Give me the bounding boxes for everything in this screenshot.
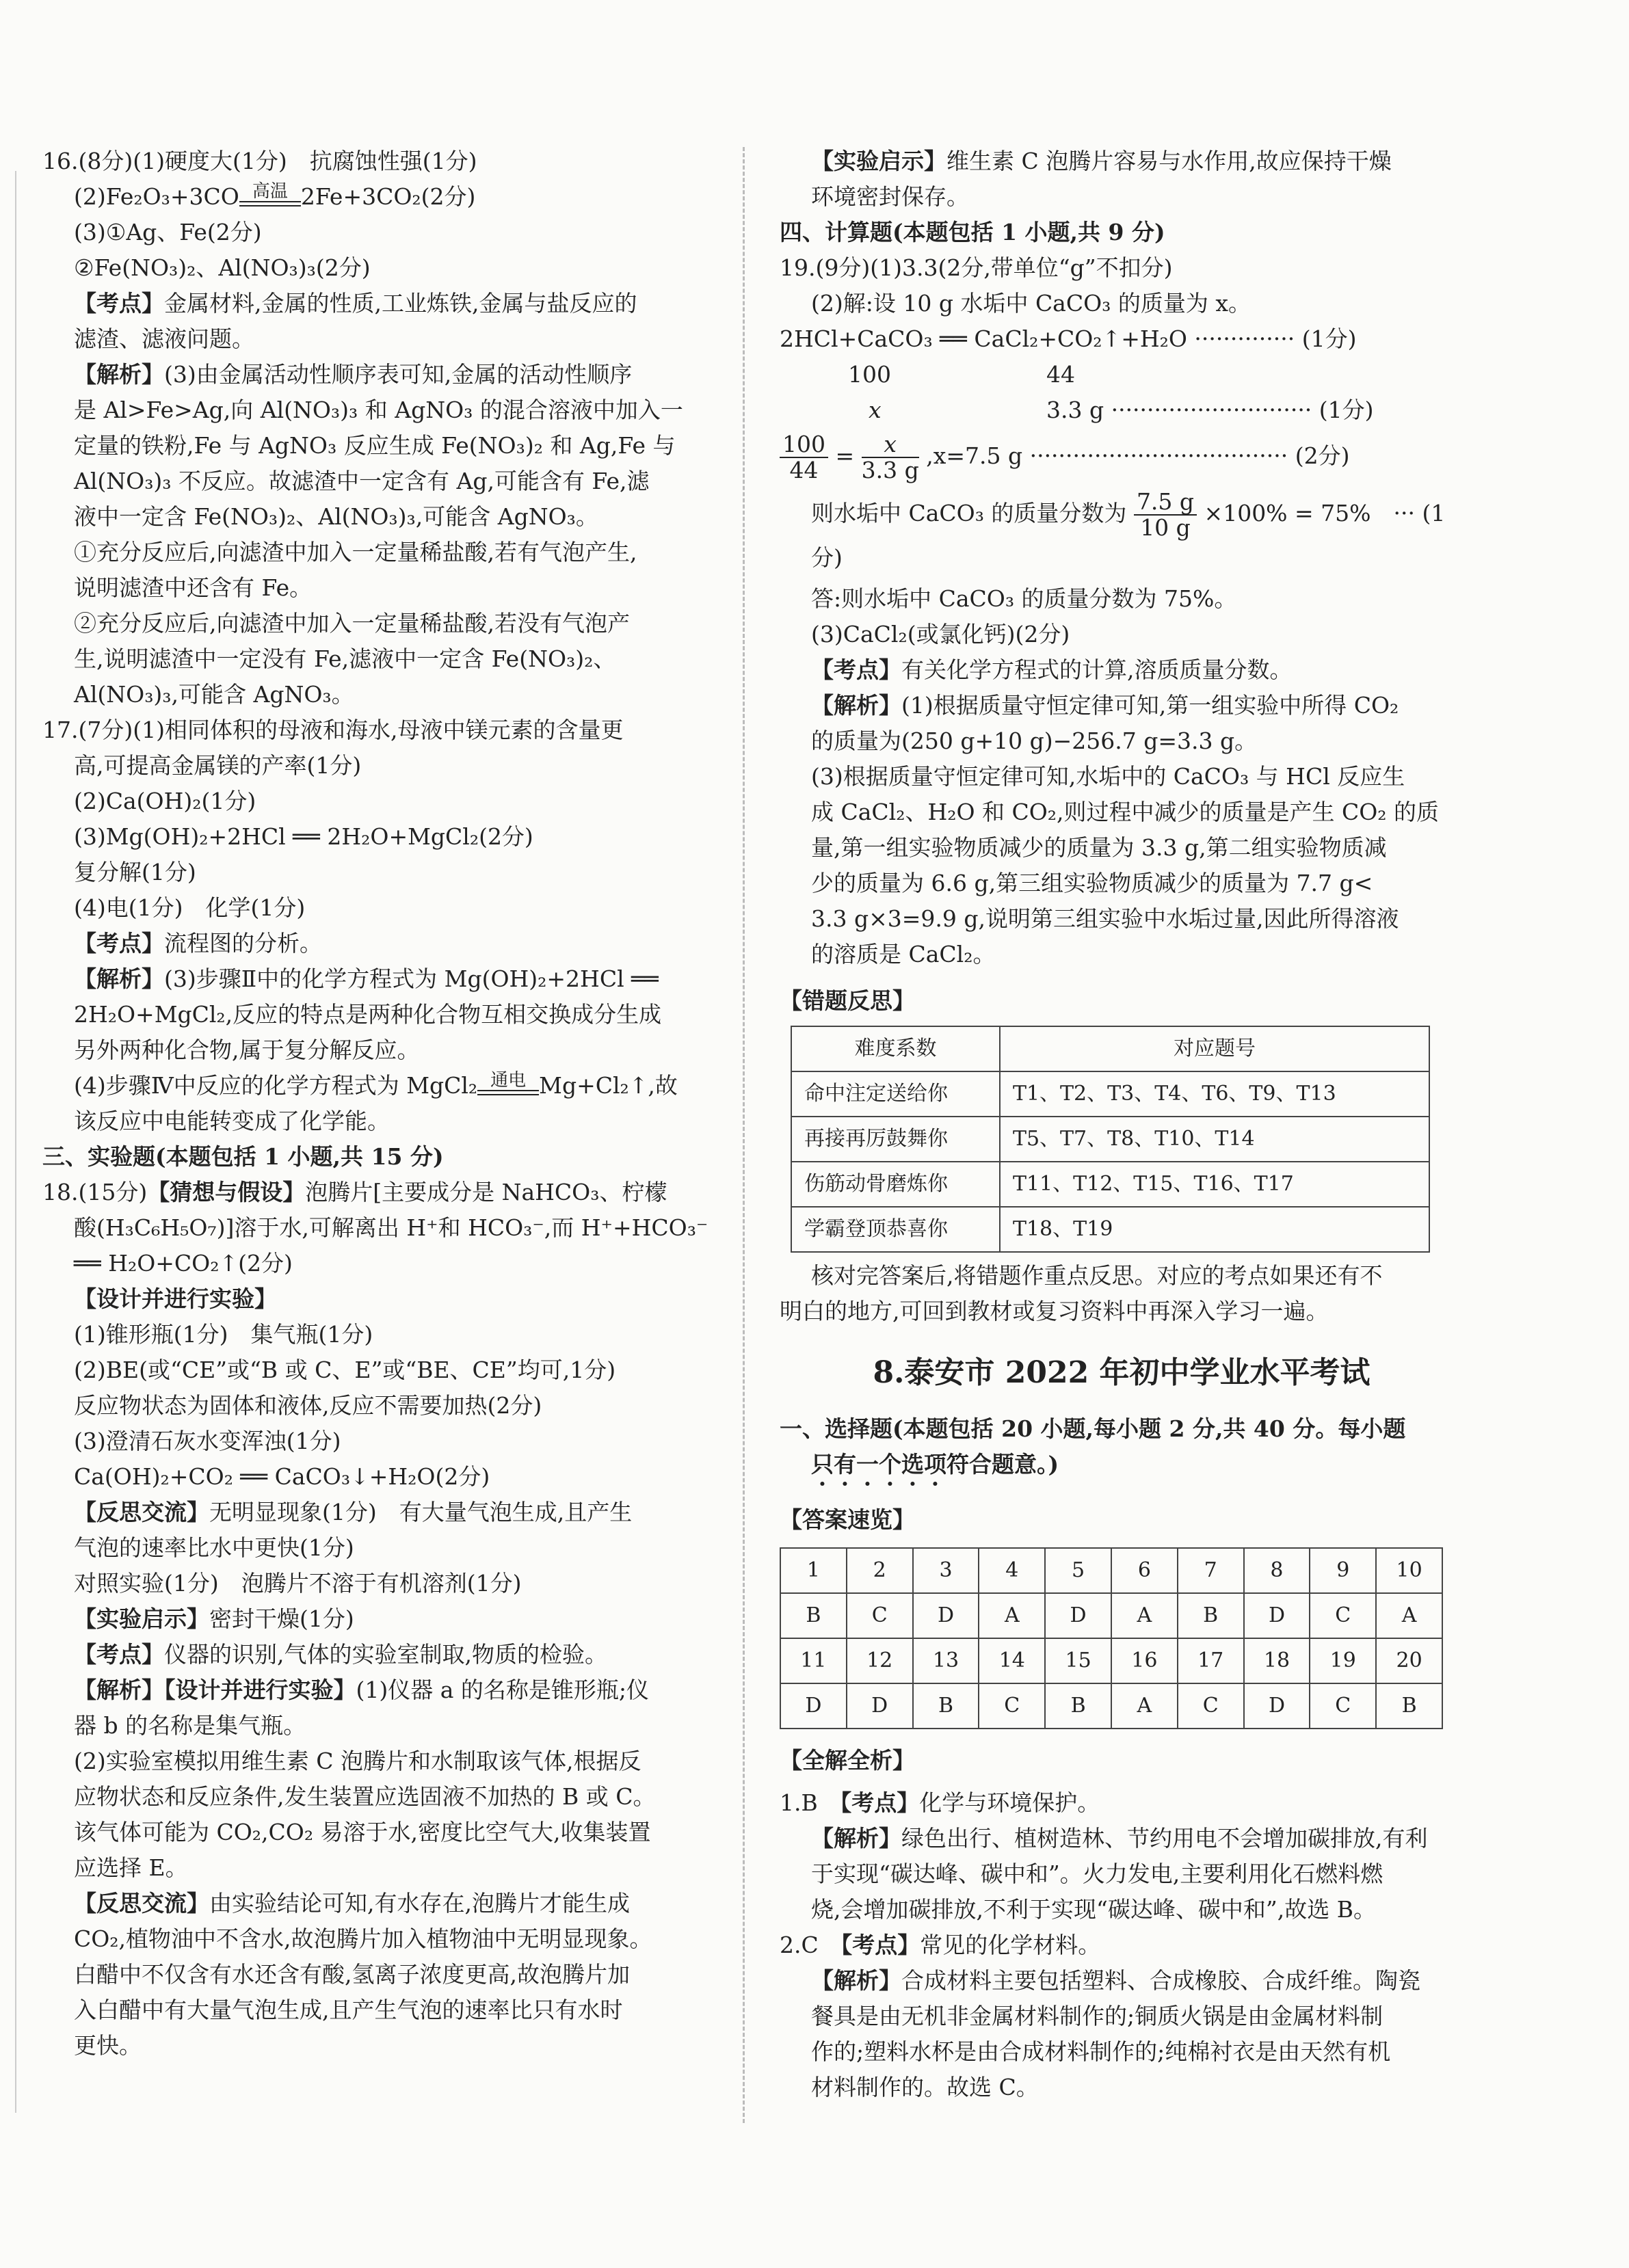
q19-ratio-row-1: 100 44 [848,361,1075,388]
text-line: 应选择 E。 [74,1854,188,1881]
q16-line-3: (3)①Ag、Fe(2分) [74,219,262,245]
condition-high-temp: 高温 [239,182,301,215]
table-row: 命中注定送给你 T1、T2、T3、T4、T6、T9、T13 [791,1071,1429,1117]
exam-title: 8.泰安市 2022 年初中学业水平考试 [873,1355,1370,1390]
text-line: 成 CaCl₂、H₂O 和 CO₂,则过程中减少的质量是产生 CO₂ 的质 [811,799,1440,825]
error-review-table [791,1026,1430,1253]
q18-qishi-jiexi: 【实验启示】维生素 C 泡腾片容易与水作用,故应保持干燥 [811,148,1392,174]
text-line: 量,第一组实验物质减少的质量为 3.3 g,第二组实验物质减 [811,834,1387,861]
text-line: (2)实验室模拟用维生素 C 泡腾片和水制取该气体,根据反 [74,1748,641,1774]
q17-kaodian: 【考点】流程图的分析。 [74,930,322,957]
q16-jiexi: 【解析】(3)由金属活动性顺序表可知,金属的活动性顺序 [74,361,633,388]
text-line: 另外两种化合物,属于复分解反应。 [74,1037,420,1063]
section-3-heading: 三、实验题(本题包括 1 小题,共 15 分) [42,1143,444,1170]
text-line: ②充分反应后,向滤渣中加入一定量稀盐酸,若没有气泡产 [74,610,630,637]
text-line: Ca(OH)₂+CO₂ ══ CaCO₃↓+H₂O(2分) [74,1463,490,1490]
table-row: 再接再厉鼓舞你 T5、T7、T8、T10、T14 [791,1117,1429,1162]
q17-line-1: 17.(7分)(1)相同体积的母液和海水,母液中镁元素的含量更 [42,717,624,743]
text-line: 作的;塑料水杯是由合成材料制作的;纯棉衬衣是由天然有机 [811,2038,1391,2065]
a2-line: 2.C 【考点】常见的化学材料。 [780,1932,1101,1958]
table-row: 1 2 3 4 5 6 7 8 9 10 [780,1548,1442,1593]
tag-design-experiment: 【设计并进行实验】 [74,1285,277,1312]
text-line: 复分解(1分) [74,859,196,885]
text-line: (3)CaCl₂(或氯化钙)(2分) [811,621,1070,648]
text-line: 材料制作的。故选 C。 [811,2074,1039,2100]
text-line: 3.3 g×3=9.9 g,说明第三组实验中水垢过量,因此所得溶液 [811,905,1399,932]
q18-line-1: 18.(15分)【猜想与假设】泡腾片[主要成分是 NaHCO₃、柠檬 [42,1179,667,1205]
table-header-row: 难度系数 对应题号 [791,1026,1429,1071]
q17-jiexi: 【解析】(3)步骤Ⅱ中的化学方程式为 Mg(OH)₂+2HCl ══ [74,965,659,992]
text-line: 是 Al>Fe>Ag,向 Al(NO₃)₃ 和 AgNO₃ 的混合溶液中加入一 [74,397,683,423]
table-row: 11 12 13 14 15 16 17 18 19 20 [780,1638,1442,1683]
text-line: 核对完答案后,将错题作重点反思。对应的考点如果还有不 [811,1262,1383,1289]
section-1-heading: 一、选择题(本题包括 20 小题,每小题 2 分,共 40 分。每小题 [780,1415,1406,1442]
a2-jiexi: 【解析】合成材料主要包括塑料、合成橡胶、合成纤维。陶瓷 [811,1967,1420,1994]
text-line: 少的质量为 6.6 g,第三组实验物质减少的质量为 7.7 g< [811,870,1373,896]
section-4-heading: 四、计算题(本题包括 1 小题,共 9 分) [780,219,1165,245]
section-1-heading-cont: 只有一个选项符合题意。) [811,1451,1059,1478]
text-line: 白醋中不仅含有水还含有酸,氢离子浓度更高,故泡腾片加 [74,1961,630,1988]
text-line: 答:则水垢中 CaCO₃ 的质量分数为 75%。 [811,585,1237,612]
text-line: (1)锥形瓶(1分) 集气瓶(1分) [74,1321,373,1348]
q18-fansi: 【反思交流】无明显现象(1分) 有大量气泡生成,且产生 [74,1499,633,1525]
text-line: Al(NO₃)₃,可能含 AgNO₃。 [74,681,354,708]
text-line: 2H₂O+MgCl₂,反应的特点是两种化合物互相交换成分生成 [74,1001,662,1028]
q16-kaodian-cont: 滤渣、滤液问题。 [74,325,254,352]
text-line: 对照实验(1分) 泡腾片不溶于有机溶剂(1分) [74,1570,522,1597]
text-line: 定量的铁粉,Fe 与 AgNO₃ 反应生成 Fe(NO₃)₂ 和 Ag,Fe 与 [74,432,676,459]
q19-equation: 2HCl+CaCO₃ ══ CaCl₂+CO₂↑+H₂O ·············· (1分) [780,325,1357,352]
q16-kaodian: 【考点】金属材料,金属的性质,工业炼铁,金属与盐反应的 [74,290,637,317]
text-line: 高,可提高金属镁的产率(1分) [74,752,362,779]
text-line: 该气体可能为 CO₂,CO₂ 易溶于水,密度比空气大,收集装置 [74,1819,651,1845]
left-column [42,144,726,2064]
text-line: 餐具是由无机非金属材料制作的;铜质火锅是由金属材料制 [811,2003,1383,2029]
text-line: 器 b 的名称是集气瓶。 [74,1712,306,1739]
text-line: 烧,会增加碳排放,不利于实现“碳达峰、碳中和”,故选 B。 [811,1896,1376,1923]
text-line: ①充分反应后,向滤渣中加入一定量稀盐酸,若有气泡产生, [74,539,637,565]
text-line: 环境密封保存。 [811,183,969,210]
answer-table [780,1547,1443,1729]
answer-overview-heading: 【答案速览】 [780,1506,915,1533]
text-line: 气泡的速率比水中更快(1分) [74,1534,354,1561]
table-row: D D B C B A C D C B [780,1683,1442,1729]
q18-jiexi: 【解析】【设计并进行实验】(1)仪器 a 的名称是锥形瓶;仪 [74,1677,650,1703]
text-line: (2)解:设 10 g 水垢中 CaCO₃ 的质量为 x。 [811,290,1251,317]
text-line: 生,说明滤渣中一定没有 Fe,滤液中一定含 Fe(NO₃)₂、 [74,645,616,672]
text-line: 的质量为(250 g+10 g)−256.7 g=3.3 g。 [811,728,1258,754]
text-line: (3)根据质量守恒定律可知,水垢中的 CaCO₃ 与 HCl 反应生 [811,763,1405,790]
text-line: 更快。 [74,2032,142,2059]
q19-proportion: $\frac{100}{44}$ = $\frac{x}{3.3 g}$ ,x=7.5 g ···································· (2分) [780,432,1464,483]
text-line: 说明滤渣中还含有 Fe。 [74,574,313,601]
q16-line-1: 16.(8分)(1)硬度大(1分) 抗腐蚀性强(1分) [42,148,477,174]
text-line: 于实现“碳达峰、碳中和”。火力发电,主要利用化石燃料燃 [811,1860,1383,1887]
q19-mass-fraction: 则水垢中 CaCO₃ 的质量分数为 $\frac{7.5 g}{10 g}$ ×100% = 75% ··· (1分) [811,488,1446,571]
text-line: 该反应中电能转变成了化学能。 [74,1108,390,1134]
q17-equation: (4)步骤Ⅳ中反应的化学方程式为 MgCl₂ 通电 Mg+Cl₂↑,故 [42,1068,726,1104]
text-line: (3)澄清石灰水变浑浊(1分) [74,1428,341,1454]
q18-qishi: 【实验启示】密封干燥(1分) [74,1605,354,1632]
right-column [780,144,1464,2105]
table-row: 学霸登顶恭喜你 T18、T19 [791,1207,1429,1252]
text-line: 应物状态和反应条件,发生装置应选固液不加热的 B 或 C。 [74,1783,656,1810]
text-line: 反应物状态为固体和液体,反应不需要加热(2分) [74,1392,542,1419]
table-row: B C D A D A B D C A [780,1593,1442,1638]
text-line: (4)电(1分) 化学(1分) [74,894,306,921]
text-line: 的溶质是 CaCl₂。 [811,941,996,968]
q19-jiexi: 【解析】(1)根据质量守恒定律可知,第一组实验中所得 CO₂ [811,692,1399,719]
text-line: (3)Mg(OH)₂+2HCl ══ 2H₂O+MgCl₂(2分) [74,823,533,850]
q19-kaodian: 【考点】有关化学方程式的计算,溶质质量分数。 [811,656,1293,683]
q16-equation: (2)Fe₂O₃+3CO 高温 2Fe+3CO₂(2分) [42,179,726,215]
text-line: 酸(H₃C₆H₅O₇)]溶于水,可解离出 H⁺和 HCO₃⁻,而 H⁺+HCO₃⁻ [74,1214,708,1241]
table-row: 伤筋动骨磨炼你 T11、T12、T15、T16、T17 [791,1162,1429,1207]
error-review-heading: 【错题反思】 [780,987,915,1014]
q16-line-4: ②Fe(NO₃)₂、Al(NO₃)₃(2分) [74,254,371,281]
text-line: 入白醋中有大量气泡生成,且产生气泡的速率比只有水时 [74,1997,623,2023]
a1-jiexi: 【解析】绿色出行、植树造林、节约用电不会增加碳排放,有利 [811,1825,1428,1852]
text-line: 液中一定含 Fe(NO₃)₂、Al(NO₃)₃,可能含 AgNO₃。 [74,503,598,530]
text-line: 明白的地方,可回到教材或复习资料中再深入学习一遍。 [780,1298,1329,1324]
condition-electric: 通电 [477,1071,539,1104]
column-divider [743,147,746,2123]
text-line: CO₂,植物油中不含水,故泡腾片加入植物油中无明显现象。 [74,1925,652,1952]
text-line: (2)BE(或“CE”或“B 或 C、E”或“BE、CE”均可,1分) [74,1357,616,1383]
text-line: (2)Ca(OH)₂(1分) [74,788,256,814]
left-margin-rule [15,171,16,2113]
q19-ratio-row-2: x 3.3 g ···························· (1分) [869,397,1374,423]
a1-line: 1.B 【考点】化学与环境保护。 [780,1789,1100,1816]
text-line: Al(NO₃)₃ 不反应。故滤渣中一定含有 Ag,可能含有 Fe,滤 [74,468,650,494]
q18-fansi-jiexi: 【反思交流】由实验结论可知,有水存在,泡腾片才能生成 [74,1890,630,1917]
text-line: ══ H₂O+CO₂↑(2分) [74,1250,293,1277]
full-analysis-heading: 【全解全析】 [780,1747,915,1774]
q18-kaodian: 【考点】仪器的识别,气体的实验室制取,物质的检验。 [74,1641,607,1668]
q19-line-1: 19.(9分)(1)3.3(2分,带单位“g”不扣分) [780,254,1173,281]
